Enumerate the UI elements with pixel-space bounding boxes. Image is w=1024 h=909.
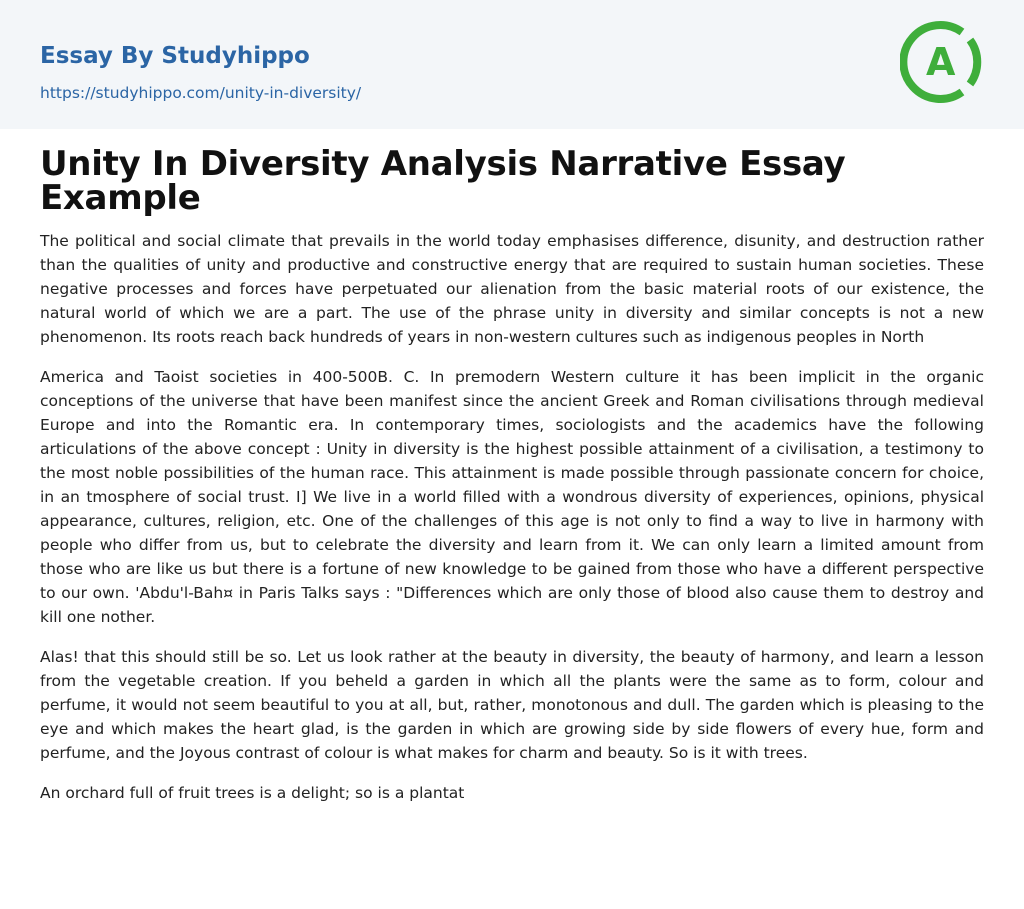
- essay-paragraph-4: An orchard full of fruit trees is a delight; so is a plantat: [40, 784, 465, 802]
- site-brand[interactable]: Essay By Studyhippo: [40, 43, 310, 69]
- essay-paragraph-3: Alas! that this should still be so. Let us look rather at the beauty in diversity, the beauty of harmony, and learn a lesson from the vegetable creation. If you beheld a garden in which all the plants were the same as to form, colour and perfume, it would not seem beautiful to you at all, but, rather, monotonous and dull. The garden which is pleasing to the eye and which makes the heart glad, is the garden in which are growing side by side flowers of every hue, form and perfume, and the Joyous contrast of colour is what makes for charm and beauty. So is it with trees.: [40, 648, 984, 762]
- essay-content: [0, 129, 1024, 805]
- studyhippo-logo-icon[interactable]: [900, 20, 984, 104]
- essay-title: Unity In Diversity Analysis Narrative Essay Example: [40, 144, 846, 218]
- page-url-link[interactable]: https://studyhippo.com/unity-in-diversity/: [40, 84, 362, 102]
- essay-paragraph-2: America and Taoist societies in 400-500B. C. In premodern Western culture it has been implicit in the organic conceptions of the universe that have been manifest since the ancient Greek and Roman civilisations through medieval Europe and into the Romantic era. In contemporary times, sociologists and the academics have the following articulations of the above concept : Unity in diversity is the highest possible attainment of a civilisation, a testimony to the most noble possibilities of the human race. This attainment is made possible through passionate concern for choice, in an tmosphere of social trust. I] We live in a world filled with a wondrous diversity of experiences, opinions, physical appearance, cultures, religion, etc. One of the challenges of this age is not only to find a way to live in harmony with people who differ from us, but to celebrate the diversity and learn from it. We can only learn a limited amount from those who are like us but there is a fortune of new knowledge to be gained from those who have a different perspective to our own. 'Abdu'l-Bah¤ in Paris Talks says : "Differences which are only those of blood also cause them to destroy and kill one nother.: [40, 368, 984, 626]
- site-header: [0, 0, 1024, 129]
- essay-paragraph-1: The political and social climate that prevails in the world today emphasises difference, disunity, and destruction rather than the qualities of unity and productive and constructive energy that are required to sustain human societies. These negative processes and forces have perpetuated our alienation from the basic material roots of our existence, the natural world of which we are a part. The use of the phrase unity in diversity and similar concepts is not a new phenomenon. Its roots reach back hundreds of years in non-western cultures such as indigenous peoples in North: [40, 232, 984, 346]
- logo-letter: A: [926, 40, 956, 84]
- logo-ring-right: [970, 40, 977, 84]
